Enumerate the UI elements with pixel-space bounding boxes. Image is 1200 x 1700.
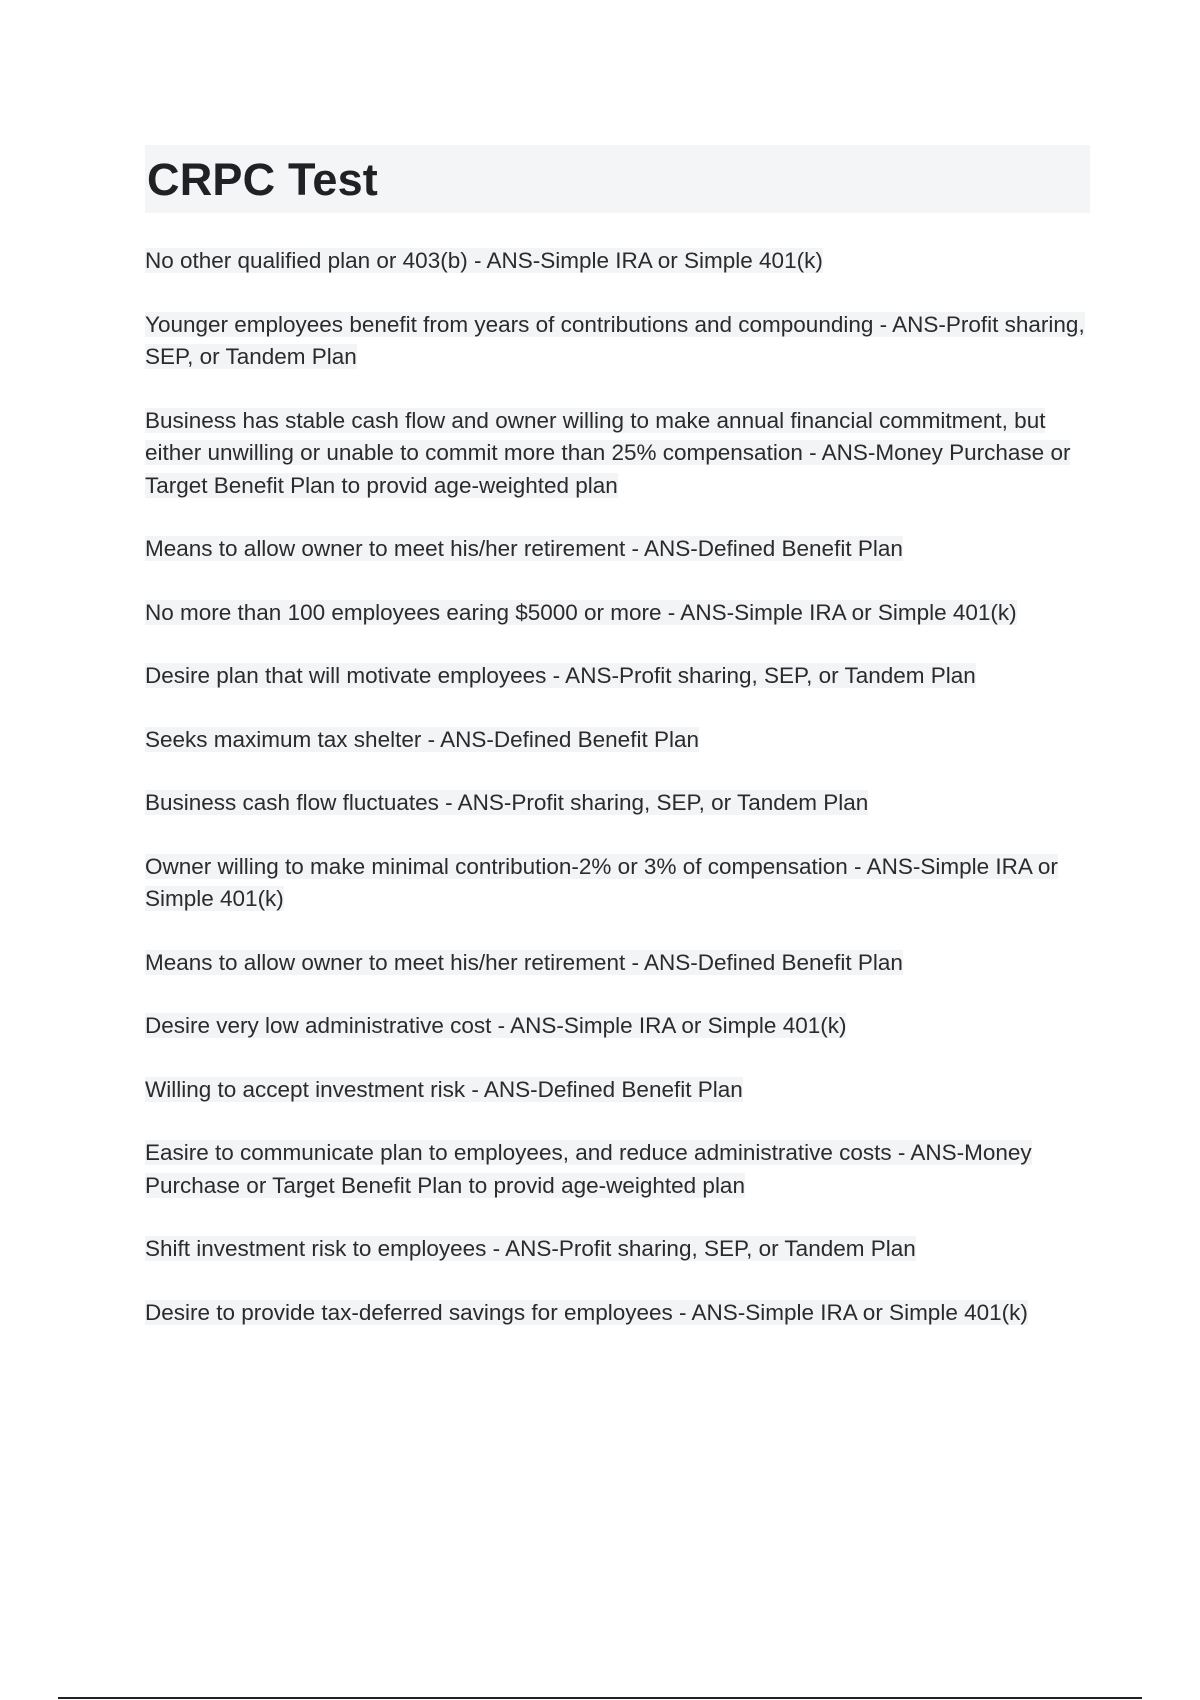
qa-text: Owner willing to make minimal contribution-2% or 3% of compensation - ANS-Simple IRA or Simple 401(k)	[145, 853, 1058, 911]
qa-text: Business has stable cash flow and owner willing to make annual financial commitment, but either unwilling or unable to commit more than 25% compensation - ANS-Money Purchase or Target Benefit Plan to provid age-weighted plan	[145, 407, 1071, 498]
qa-item	[145, 1137, 1090, 1202]
qa-text: Desire very low administrative cost - ANS-Simple IRA or Simple 401(k)	[145, 1013, 847, 1038]
document-page	[145, 145, 1090, 1360]
qa-text: Desire plan that will motivate employees - ANS-Profit sharing, SEP, or Tandem Plan	[145, 663, 976, 688]
qa-text: No more than 100 employees earing $5000 or more - ANS-Simple IRA or Simple 401(k)	[145, 599, 1017, 625]
qa-item	[145, 851, 1090, 916]
title-bar	[145, 145, 1090, 213]
qa-list	[145, 245, 1090, 1329]
qa-text: Means to allow owner to meet his/her retirement - ANS-Defined Benefit Plan	[145, 536, 903, 561]
qa-item	[145, 405, 1090, 503]
qa-item	[145, 245, 1090, 278]
qa-text: Desire to provide tax-deferred savings for employees - ANS-Simple IRA or Simple 401(k)	[145, 1299, 1028, 1325]
qa-item	[145, 724, 1090, 757]
qa-text: Willing to accept investment risk - ANS-Defined Benefit Plan	[145, 1076, 743, 1102]
qa-item	[145, 660, 1090, 693]
qa-item	[145, 1297, 1090, 1330]
qa-item	[145, 1074, 1090, 1107]
qa-item	[145, 597, 1090, 630]
qa-text: No other qualified plan or 403(b) - ANS-Simple IRA or Simple 401(k)	[145, 248, 823, 273]
qa-text: Easire to communicate plan to employees, and reduce administrative costs - ANS-Money Purchase or Target Benefit Plan to provid age-weighted plan	[145, 1140, 1032, 1198]
qa-item	[145, 309, 1090, 374]
qa-item	[145, 787, 1090, 820]
qa-item	[145, 1233, 1090, 1266]
qa-text: Business cash flow fluctuates - ANS-Profit sharing, SEP, or Tandem Plan	[145, 790, 869, 815]
footer-divider	[58, 1697, 1142, 1699]
qa-item	[145, 533, 1090, 566]
page-title: CRPC Test	[147, 153, 378, 205]
qa-item	[145, 1010, 1090, 1043]
qa-text: Younger employees benefit from years of contributions and compounding - ANS-Profit sharing, SEP, or Tandem Plan	[145, 311, 1085, 369]
qa-text: Shift investment risk to employees - ANS-Profit sharing, SEP, or Tandem Plan	[145, 1236, 916, 1261]
qa-text: Means to allow owner to meet his/her retirement - ANS-Defined Benefit Plan	[145, 949, 903, 975]
qa-text: Seeks maximum tax shelter - ANS-Defined Benefit Plan	[145, 726, 699, 752]
qa-item	[145, 947, 1090, 980]
